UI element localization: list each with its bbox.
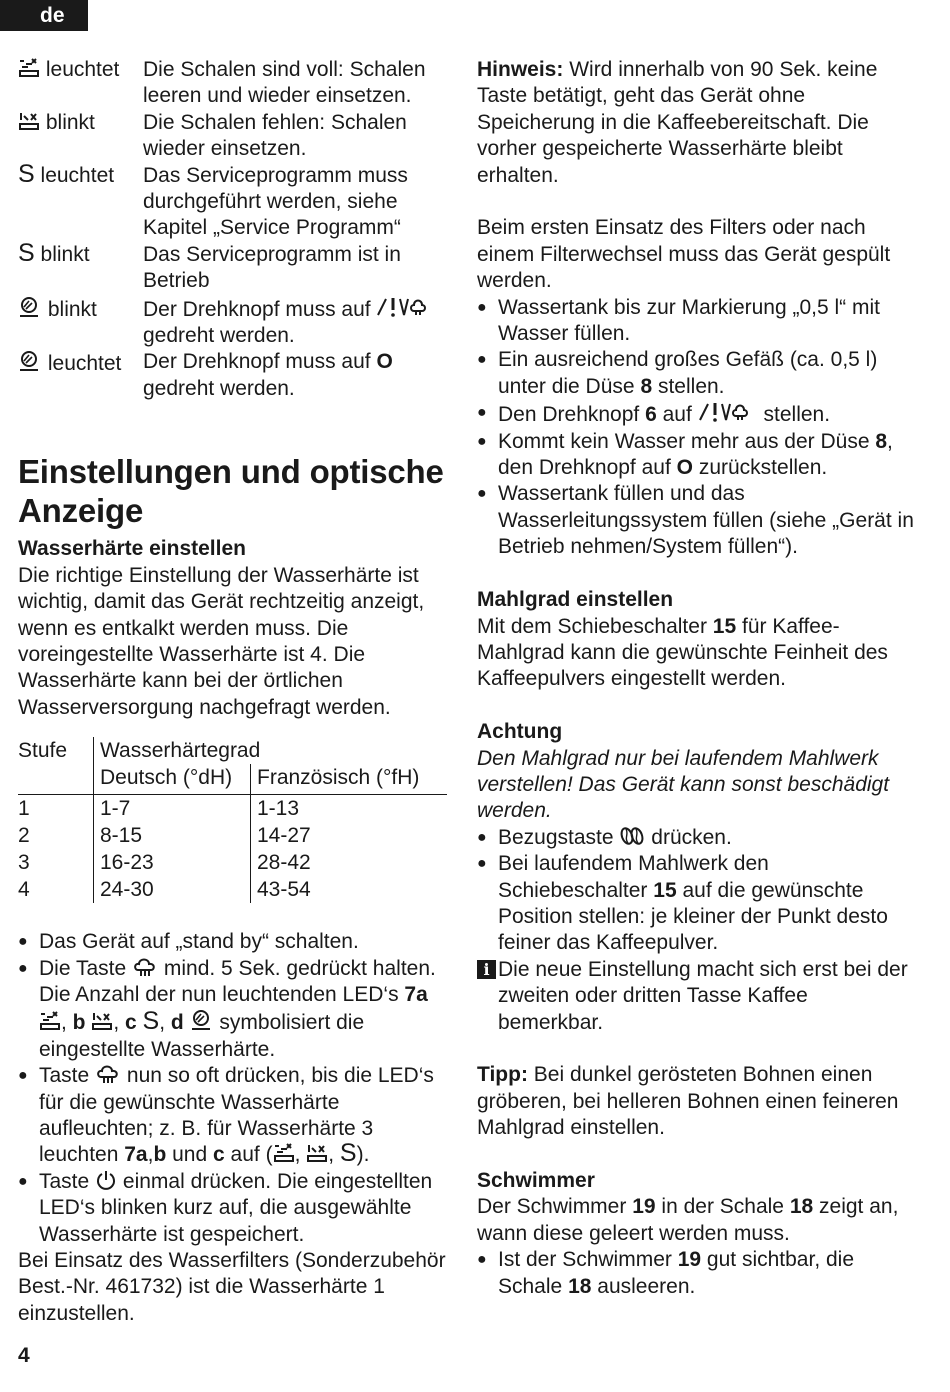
knob-icon	[190, 1008, 214, 1032]
power-icon	[95, 1169, 117, 1191]
led-state: leuchtet	[40, 163, 115, 187]
hint-paragraph: Hinweis: Wird innerhalb von 90 Sek. keine Taste betätigt, geht das Gerät ohne Speicherung in die Kaffeebereitschaft. Die vorher gespeicherte Wasserhärte bleibt erhalten.	[477, 58, 878, 187]
led-description: Das Serviceprogramm ist in Betrieb	[143, 242, 401, 293]
led-row	[18, 295, 450, 350]
paragraph: Beim ersten Einsatz des Filters oder nach einem Filterwechsel muss das Gerät gespült werden.	[477, 216, 891, 293]
table-header: Wasserhärtegrad	[94, 737, 448, 764]
paragraph: Bei Einsatz des Wasserfilters (Sonderzubehör Best.-Nr. 461732) ist die Wasserhärte 1 einzustellen.	[18, 1249, 446, 1325]
info-note: i Die neue Einstellung macht sich erst bei der zweiten oder dritten Tasse Kaffee bemerkbar.	[477, 957, 917, 1036]
bullet-list	[477, 295, 917, 561]
led-state: leuchtet	[45, 58, 120, 81]
led-row	[18, 238, 450, 295]
led-description: Das Serviceprogramm muss durchgeführt werden, siehe Kapitel „Service Programm“	[143, 163, 408, 240]
paragraph: Mit dem Schiebeschalter 15 für Kaffee-Mahlgrad kann die gewünschte Feinheit des Kaffeepulvers eingestellt werden.	[477, 614, 888, 691]
service-s-icon: S	[142, 1007, 160, 1036]
list-item: ● Taste nun so oft drücken, bis die LED‘s für die gewünschte Wasserhärte aufleuchten; z. B. für Wasserhärte 3 leuchten 7a,b und c auf ( , , S).	[18, 1063, 450, 1169]
bullet-list	[477, 825, 917, 957]
language-tab: de	[0, 0, 88, 31]
list-item: ● Ein ausreichend großes Gefäß (ca. 0,5 l) unter die Düse 8 stellen.	[477, 347, 917, 400]
section-heading: Einstellungen und optische Anzeige	[18, 453, 444, 530]
tip-paragraph: Tipp: Bei dunkel gerösteten Bohnen einen gröberen, bei helleren Bohnen einen feineren Mahlgrad einstellen.	[477, 1063, 899, 1140]
subsection-title: Mahlgrad einstellen	[477, 588, 674, 612]
service-s-icon: S	[18, 238, 35, 267]
bullet-list	[18, 929, 450, 1248]
paragraph: Der Schwimmer 19 in der Schale 18 zeigt an, wann diese geleert werden muss.	[477, 1195, 899, 1245]
table-row: 4 24-30 43-54	[18, 876, 447, 903]
table-header: Stufe	[18, 739, 68, 763]
list-item: ● Bezugstaste drücken.	[477, 825, 917, 851]
table-row: 1 1-7 1-13	[18, 795, 447, 823]
right-column	[477, 57, 917, 1300]
knob-icon	[18, 295, 42, 319]
tray-full-icon	[18, 57, 40, 79]
subsection-title: Achtung	[477, 720, 563, 744]
tray-missing-icon	[18, 110, 40, 132]
led-row	[18, 110, 450, 163]
list-item: ● Wassertank bis zur Markierung „0,5 l“ mit Wasser füllen.	[477, 295, 917, 348]
led-row	[18, 349, 450, 402]
service-s-icon: S	[18, 159, 35, 188]
list-item: ● Den Drehknopf 6 auf stellen.	[477, 400, 917, 428]
led-description: Der Drehknopf muss auf gedreht werden.	[143, 295, 450, 350]
left-column	[18, 57, 450, 1327]
led-state: blinkt	[47, 297, 97, 321]
subsection-title: Wasserhärte einstellen	[18, 537, 246, 561]
list-item: ● Bei laufendem Mahlwerk den Schiebeschalter 15 auf die gewünschte Position stellen: je kleiner der Punkt desto feiner das Kaffeepulver.	[477, 851, 917, 957]
list-item: ● Wassertank füllen und das Wasserleitungssystem füllen (siehe „Gerät in Betrieb nehmen/System füllen“).	[477, 481, 917, 560]
caution-text: Den Mahlgrad nur bei laufendem Mahlwerk verstellen! Das Gerät kann sonst beschädigt werden.	[477, 746, 890, 823]
subsection-title: Schwimmer	[477, 1168, 595, 1192]
list-item: ● Kommt kein Wasser mehr aus der Düse 8, den Drehknopf auf O zurückstellen.	[477, 429, 917, 482]
table-header: Französisch (°fH)	[251, 764, 448, 795]
info-icon: i	[477, 960, 496, 979]
led-state: blinkt	[45, 110, 95, 134]
tray-missing-icon	[91, 1010, 113, 1032]
table-row: 2 8-15 14-27	[18, 822, 447, 849]
bullet-list	[477, 1247, 917, 1300]
led-state: leuchtet	[47, 352, 122, 376]
list-item: ● Ist der Schwimmer 19 gut sichtbar, die Schale 18 ausleeren.	[477, 1247, 917, 1300]
coffee-beans-icon	[619, 825, 645, 847]
table-row: 3 16-23 28-42	[18, 849, 447, 876]
led-row	[18, 159, 450, 242]
knob-icon	[18, 349, 42, 373]
list-item: ● Das Gerät auf „stand by“ schalten.	[18, 929, 450, 955]
hot-water-icon	[95, 1063, 121, 1085]
steam-hotwater-position-icon	[376, 295, 436, 319]
tray-full-icon	[39, 1010, 61, 1032]
tray-full-icon	[273, 1142, 295, 1164]
tray-missing-icon	[306, 1142, 328, 1164]
steam-hotwater-position-icon	[698, 400, 758, 424]
led-description: Die Schalen fehlen: Schalen wieder einsetzen.	[143, 110, 407, 161]
list-item: ● Taste einmal drücken. Die eingestellten LED‘s blinken kurz auf, die ausgewählte Wasserhärte ist gespeichert.	[18, 1169, 450, 1248]
table-header: Deutsch (°dH)	[94, 764, 251, 795]
led-description: Der Drehknopf muss auf O gedreht werden.	[143, 350, 393, 400]
led-row	[18, 57, 450, 110]
led-description: Die Schalen sind voll: Schalen leeren und wieder einsetzen.	[143, 58, 426, 108]
led-state: blinkt	[40, 242, 90, 266]
hot-water-icon	[132, 956, 158, 978]
water-hardness-table	[18, 737, 447, 903]
service-s-icon: S	[339, 1139, 357, 1168]
page-number: 4	[18, 1344, 30, 1367]
paragraph: Die richtige Einstellung der Wasserhärte ist wichtig, damit das Gerät rechtzeitig anzeigt, wenn es entkalkt werden muss. Die voreingestellte Wasserhärte ist 4. Die Wasserhärte kann bei der örtlichen Wasserversorgung nachgefragt werden.	[18, 563, 425, 719]
list-item: ● Die Taste mind. 5 Sek. gedrückt halten. Die Anzahl der nun leuchtenden LED‘s 7a , b , c S, d symbolisiert die eingestellte Wasserhärte.	[18, 956, 450, 1064]
